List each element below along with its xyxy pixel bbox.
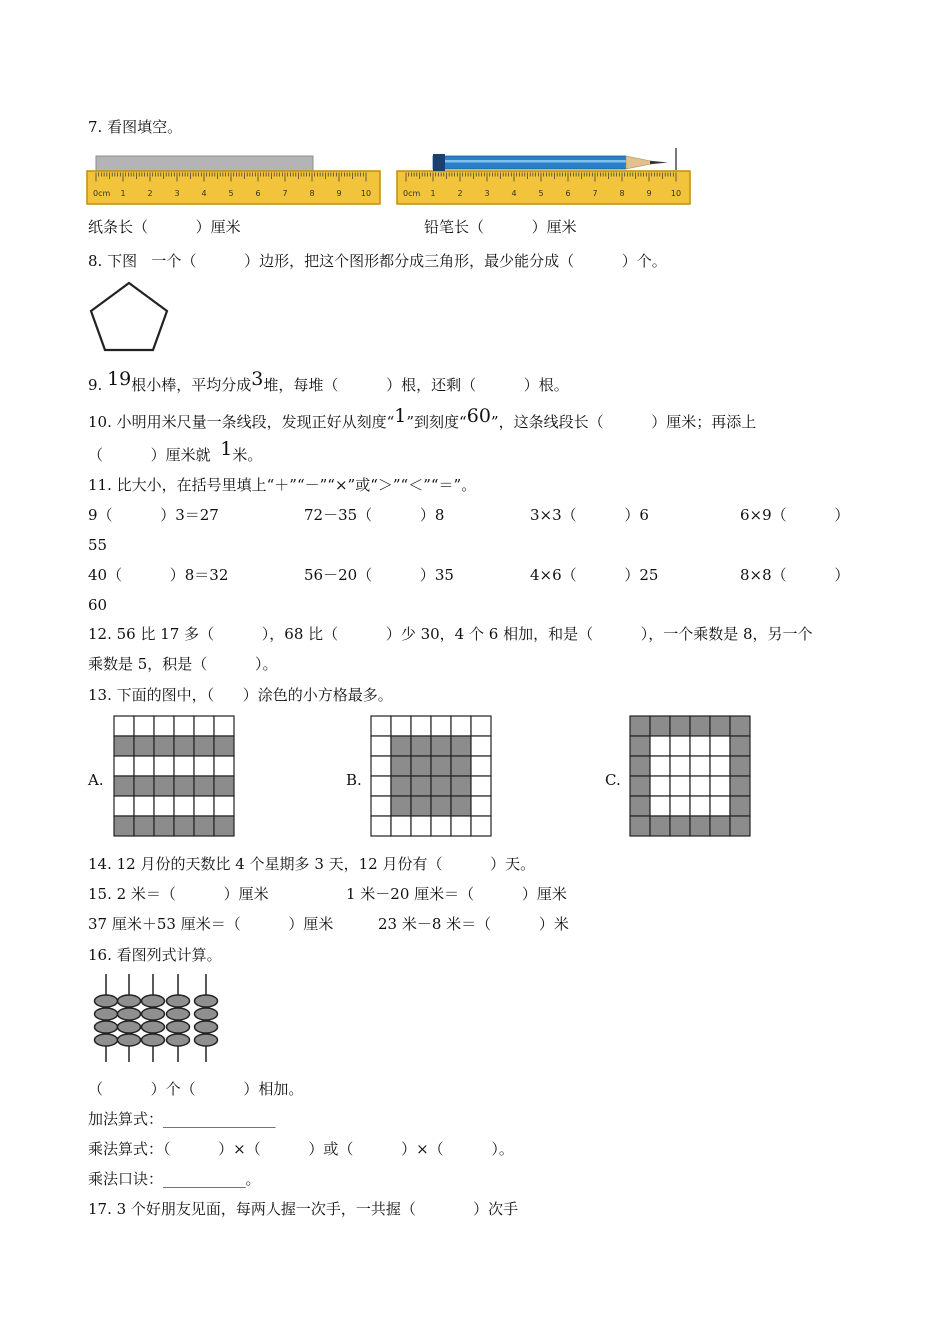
grid-cell — [154, 776, 174, 796]
ruler-number: 6 — [565, 189, 571, 198]
q10-number-1: 1 — [394, 405, 407, 427]
grid-cell — [154, 816, 174, 836]
grid-cell — [690, 716, 710, 736]
ruler-number: 6 — [255, 189, 261, 198]
option-a-label: A. — [88, 771, 104, 789]
grid-cell — [650, 736, 670, 756]
grid-cell — [630, 816, 650, 836]
grid-cell — [174, 796, 194, 816]
ruler-number: 7 — [592, 189, 598, 198]
grid-cell — [710, 816, 730, 836]
ruler-number: 5 — [538, 189, 544, 198]
grid-cell — [471, 816, 491, 836]
ruler-number: 4 — [511, 189, 517, 198]
q11-r1-item1: 9（ ）3＝27 — [88, 506, 219, 524]
grid-cell — [411, 736, 431, 756]
q16-line1: （ ）个（ ）相加。 — [88, 1080, 304, 1098]
ruler-number: 9 — [336, 189, 342, 198]
abacus-bead — [95, 1034, 118, 1046]
q9-number-3: 3 — [251, 368, 264, 390]
grid-cell — [730, 736, 750, 756]
grid-cell — [690, 816, 710, 836]
grid-cell — [451, 756, 471, 776]
abacus-bead — [118, 1034, 141, 1046]
abacus-bead — [118, 1021, 141, 1033]
paper-length-question: 纸条长（ ）厘米 — [88, 218, 241, 236]
grid-cell — [194, 716, 214, 736]
abacus-bead — [95, 1021, 118, 1033]
grid-cell — [650, 816, 670, 836]
grid-cell — [134, 776, 154, 796]
grid-cell — [730, 716, 750, 736]
grid-cell — [690, 776, 710, 796]
q8-text: 8. 下图 一个（ ）边形，把这个图形都分成三角形，最少能分成（ ）个。 — [88, 252, 667, 270]
q17-text: 17. 3 个好朋友见面，每两人握一次手，一共握（ ）次手 — [88, 1200, 519, 1218]
ruler-number: 5 — [228, 189, 234, 198]
q10-line2: （ ）厘米就 1米。 — [88, 438, 263, 464]
abacus-beads-figure — [94, 974, 226, 1066]
grid-cell — [690, 736, 710, 756]
grid-cell — [114, 816, 134, 836]
grid-cell — [650, 756, 670, 776]
q14-text: 14. 12 月份的天数比 4 个星期多 3 天，12 月份有（ ）天。 — [88, 855, 536, 873]
q11-r2-wrap: 60 — [88, 596, 108, 614]
grid-cell — [451, 796, 471, 816]
grid-cell — [730, 756, 750, 776]
grid-cell — [710, 776, 730, 796]
q11-r2-item4: 8×8（ ） — [740, 566, 850, 584]
grid-cell — [214, 756, 234, 776]
grid-cell — [451, 776, 471, 796]
pencil-lead — [650, 161, 668, 164]
grid-cell — [371, 756, 391, 776]
q15-d: 23 米－8 米＝（ ）米 — [378, 915, 569, 933]
q10-number-60: 60 — [466, 405, 491, 427]
q11-title: 11. 比大小，在括号里填上“＋”“－”“×”或“＞”“＜”“＝”。 — [88, 476, 477, 494]
ruler-number: 1 — [120, 189, 126, 198]
grid-cell — [174, 756, 194, 776]
grid-cell — [371, 776, 391, 796]
grid-cell — [431, 756, 451, 776]
grid-cell — [214, 796, 234, 816]
ruler-unit-label: 0cm — [93, 189, 111, 198]
q13-title: 13. 下面的图中，（ ）涂色的小方格最多。 — [88, 686, 393, 704]
grid-cell — [114, 716, 134, 736]
grid-cell — [391, 776, 411, 796]
grid-cell — [650, 796, 670, 816]
grid-option-c — [629, 715, 751, 837]
pentagon-figure — [88, 280, 172, 354]
grid-cell — [670, 716, 690, 736]
abacus-bead — [95, 995, 118, 1007]
ruler-number: 2 — [457, 189, 463, 198]
q10-line1: 10. 小明用米尺量一条线段，发现正好从刻度“1”到刻度“60”，这条线段长（ ）厘米；再添上 — [88, 405, 757, 431]
grid-option-a — [113, 715, 235, 837]
ruler-unit-label: 0cm — [403, 189, 421, 198]
abacus-bead — [195, 1034, 218, 1046]
q7-title: 7. 看图填空。 — [88, 118, 183, 136]
grid-cell — [194, 776, 214, 796]
q9-text: 9. 19根小棒，平均分成3堆，每堆（ ）根，还剩（ ）根。 — [88, 368, 569, 394]
grid-cell — [630, 796, 650, 816]
q11-r1-item3: 3×3（ ）6 — [530, 506, 649, 524]
grid-cell — [194, 756, 214, 776]
ruler-with-pencil-figure — [396, 148, 691, 205]
grid-cell — [114, 756, 134, 776]
grid-cell — [411, 756, 431, 776]
grid-cell — [154, 756, 174, 776]
grid-cell — [391, 816, 411, 836]
abacus-bead — [95, 1008, 118, 1020]
q10-number-1m: 1 — [220, 438, 233, 460]
grid-cell — [431, 776, 451, 796]
grid-cell — [214, 716, 234, 736]
abacus-bead — [142, 995, 165, 1007]
ruler-number: 3 — [484, 189, 490, 198]
grid-cell — [134, 716, 154, 736]
q11-r2-item2: 56－20（ ）35 — [304, 566, 454, 584]
grid-cell — [650, 776, 670, 796]
grid-cell — [114, 776, 134, 796]
abacus-bead — [167, 1034, 190, 1046]
paper-strip — [96, 156, 313, 171]
grid-cell — [630, 776, 650, 796]
option-c-label: C. — [605, 771, 621, 789]
grid-cell — [451, 816, 471, 836]
grid-cell — [630, 716, 650, 736]
grid-cell — [214, 736, 234, 756]
grid-cell — [670, 736, 690, 756]
multiplication-rhyme-line: 乘法口诀：___________。 — [88, 1170, 261, 1188]
abacus-bead — [142, 1034, 165, 1046]
ruler-number: 10 — [670, 189, 682, 198]
q16-title: 16. 看图列式计算。 — [88, 946, 222, 964]
grid-cell — [134, 816, 154, 836]
grid-cell — [411, 776, 431, 796]
abacus-bead — [142, 1008, 165, 1020]
grid-cell — [730, 816, 750, 836]
grid-cell — [710, 756, 730, 776]
grid-cell — [194, 736, 214, 756]
grid-cell — [391, 756, 411, 776]
addition-expression-line: 加法算式：_______________ — [88, 1110, 276, 1128]
grid-cell — [391, 796, 411, 816]
grid-cell — [431, 736, 451, 756]
ruler-number: 8 — [309, 189, 315, 198]
grid-cell — [411, 796, 431, 816]
grid-cell — [391, 736, 411, 756]
abacus-bead — [118, 995, 141, 1007]
grid-cell — [690, 756, 710, 776]
ruler-number: 8 — [619, 189, 625, 198]
grid-cell — [710, 716, 730, 736]
ruler-number: 1 — [430, 189, 436, 198]
ruler-number: 2 — [147, 189, 153, 198]
grid-cell — [174, 716, 194, 736]
grid-cell — [134, 736, 154, 756]
grid-cell — [471, 736, 491, 756]
grid-cell — [670, 816, 690, 836]
q11-r1-wrap: 55 — [88, 536, 108, 554]
grid-cell — [710, 736, 730, 756]
grid-cell — [154, 736, 174, 756]
q11-r1-item2: 72－35（ ）8 — [304, 506, 445, 524]
grid-cell — [154, 716, 174, 736]
q9-number-19: 19 — [107, 368, 132, 390]
grid-cell — [371, 816, 391, 836]
q12-line1: 12. 56 比 17 多（ ），68 比（ ）少 30，4 个 6 相加，和是（ ），一个乘数是 8，另一个 — [88, 625, 813, 643]
grid-cell — [431, 796, 451, 816]
ruler-with-paper-strip-figure — [86, 155, 381, 205]
grid-cell — [670, 756, 690, 776]
grid-cell — [411, 816, 431, 836]
grid-cell — [174, 816, 194, 836]
ruler-number: 7 — [282, 189, 288, 198]
q15-a: 15. 2 米＝（ ）厘米 — [88, 885, 269, 903]
grid-cell — [670, 796, 690, 816]
grid-cell — [730, 796, 750, 816]
grid-cell — [194, 796, 214, 816]
multiplication-expression-line: 乘法算式：（ ）×（ ）或（ ）×（ ）。 — [88, 1140, 514, 1158]
grid-cell — [114, 736, 134, 756]
abacus-bead — [167, 1008, 190, 1020]
abacus-bead — [195, 995, 218, 1007]
grid-cell — [431, 716, 451, 736]
abacus-bead — [118, 1008, 141, 1020]
ruler-number: 4 — [201, 189, 207, 198]
grid-cell — [411, 716, 431, 736]
grid-cell — [431, 816, 451, 836]
ruler-number: 3 — [174, 189, 180, 198]
ruler-number: 10 — [360, 189, 372, 198]
grid-cell — [650, 716, 670, 736]
grid-cell — [471, 756, 491, 776]
q12-line2: 乘数是 5，积是（ ）。 — [88, 655, 278, 673]
grid-cell — [730, 776, 750, 796]
grid-option-b — [370, 715, 492, 837]
abacus-bead — [167, 1021, 190, 1033]
grid-cell — [471, 796, 491, 816]
grid-cell — [154, 796, 174, 816]
abacus-bead — [167, 995, 190, 1007]
grid-cell — [630, 756, 650, 776]
abacus-bead — [142, 1021, 165, 1033]
grid-cell — [710, 796, 730, 816]
q11-r2-item1: 40（ ）8＝32 — [88, 566, 229, 584]
abacus-bead — [195, 1008, 218, 1020]
grid-cell — [371, 736, 391, 756]
grid-cell — [690, 796, 710, 816]
grid-cell — [371, 716, 391, 736]
q15-b: 1 米－20 厘米＝（ ）厘米 — [346, 885, 567, 903]
grid-cell — [114, 796, 134, 816]
grid-cell — [174, 736, 194, 756]
q11-r1-item4: 6×9（ ） — [740, 506, 850, 524]
grid-cell — [214, 776, 234, 796]
grid-cell — [451, 716, 471, 736]
grid-cell — [451, 736, 471, 756]
pencil-highlight — [433, 160, 626, 163]
grid-cell — [371, 796, 391, 816]
abacus-bead — [195, 1021, 218, 1033]
q11-r2-item3: 4×6（ ）25 — [530, 566, 659, 584]
grid-cell — [670, 776, 690, 796]
grid-cell — [471, 716, 491, 736]
option-b-label: B. — [346, 771, 362, 789]
grid-cell — [214, 816, 234, 836]
pencil-length-question: 铅笔长（ ）厘米 — [424, 218, 577, 236]
q15-c: 37 厘米＋53 厘米＝（ ）厘米 — [88, 915, 334, 933]
grid-cell — [391, 716, 411, 736]
pencil-cap — [433, 154, 445, 171]
grid-cell — [630, 736, 650, 756]
grid-cell — [471, 776, 491, 796]
grid-cell — [134, 756, 154, 776]
grid-cell — [174, 776, 194, 796]
grid-cell — [134, 796, 154, 816]
ruler-number: 9 — [646, 189, 652, 198]
grid-cell — [194, 816, 214, 836]
